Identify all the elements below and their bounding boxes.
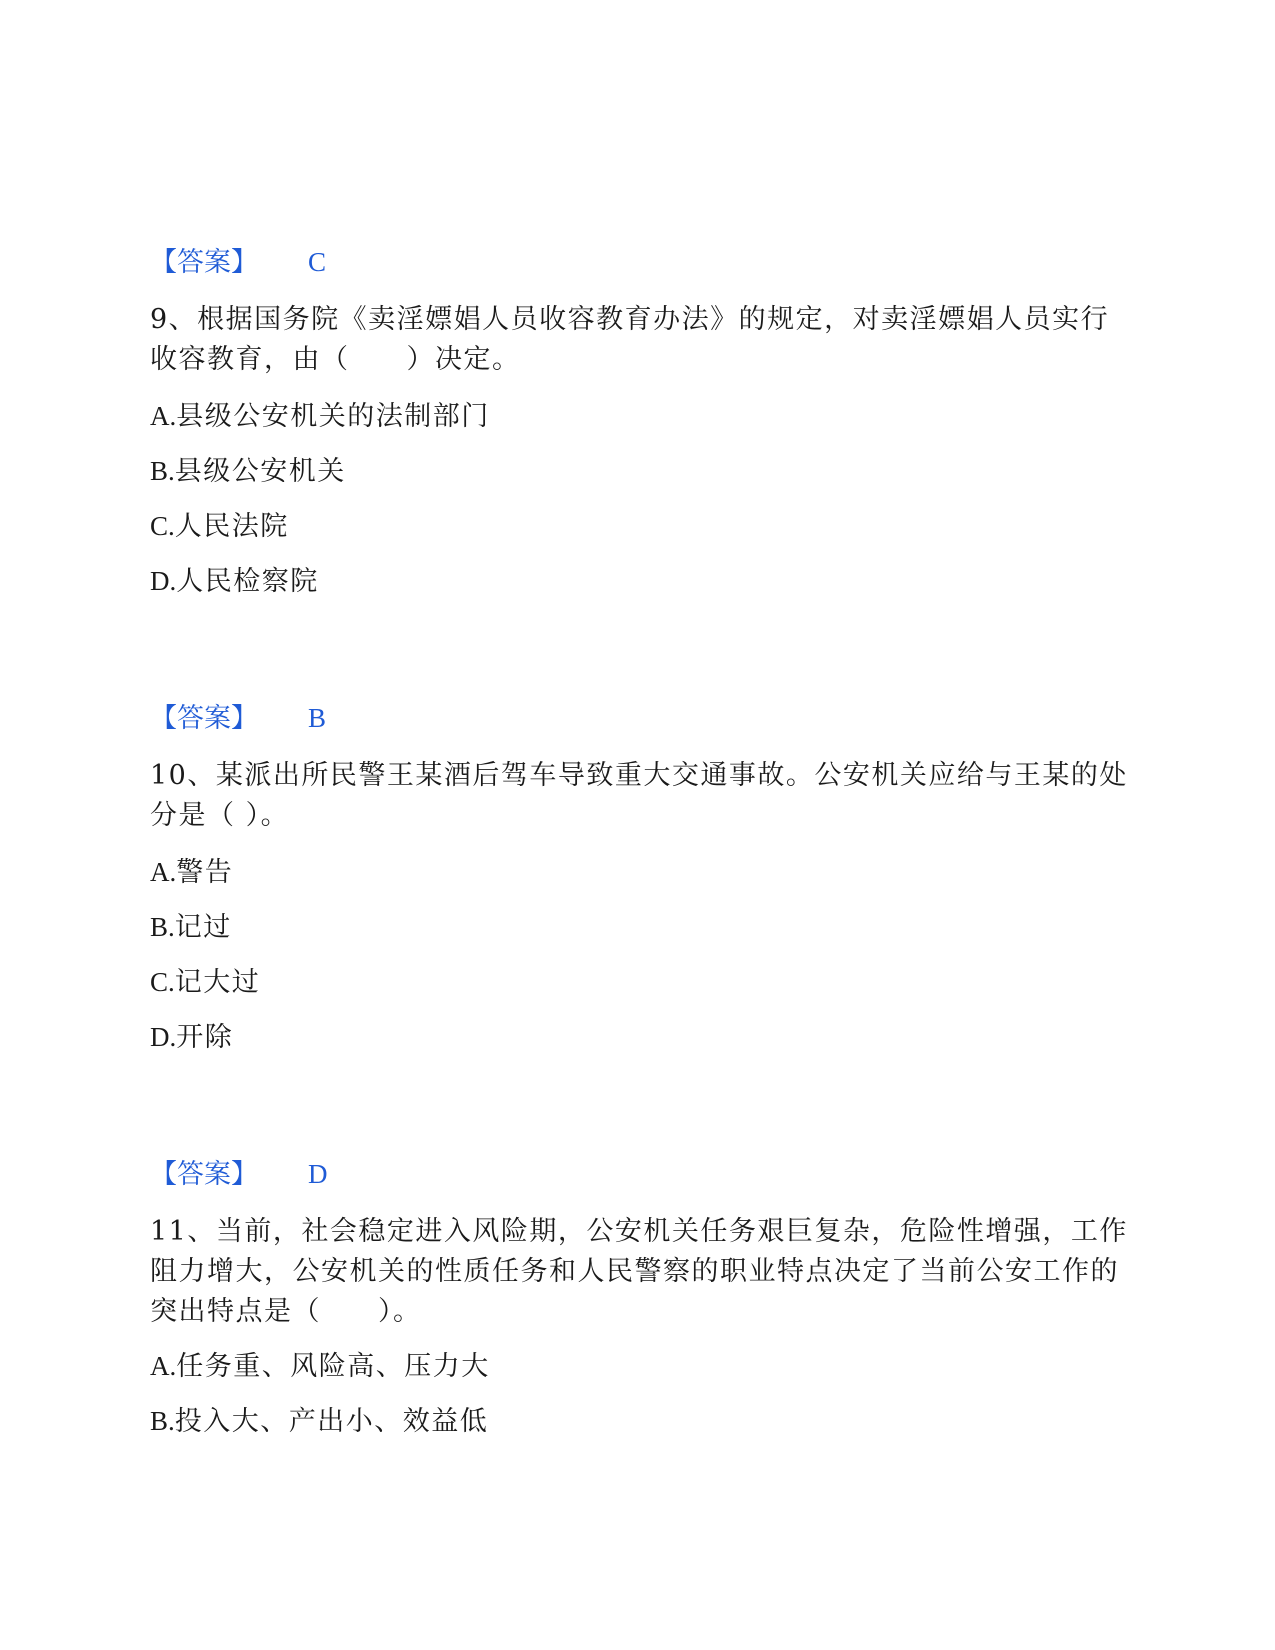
answer-tag: 【答案】: [150, 703, 258, 734]
question-11-option-b: B.投入大、产出小、效益低: [150, 1406, 489, 1437]
answer-row-q8: [150, 244, 326, 281]
question-10-text: 10、某派出所民警王某酒后驾车导致重大交通事故。公安机关应给与王某的处分是（ ）。: [150, 760, 1128, 831]
answer-tag: 【答案】: [150, 1159, 258, 1190]
question-10-option-b: B.记过: [150, 912, 232, 943]
question-11-text: 11、当前，社会稳定进入风险期，公安机关任务艰巨复杂，危险性增强，工作阻力增大，公安机关的性质任务和人民警察的职业特点决定了当前公安工作的突出特点是（ ）。: [150, 1216, 1128, 1327]
question-9-option-d: D.人民检察院: [150, 566, 319, 597]
question-10-option-c: C.记大过: [150, 967, 261, 998]
question-10-option-d: D.开除: [150, 1022, 234, 1053]
answer-value: C: [308, 247, 327, 277]
answer-value: D: [308, 1159, 328, 1189]
answer-row-q9: [150, 700, 326, 737]
question-9-text: 9、根据国务院《卖淫嫖娼人员收容教育办法》的规定，对卖淫嫖娼人员实行收容教育，由（ ）决定。: [150, 304, 1110, 375]
answer-row-q10: [150, 1156, 328, 1193]
question-9-option-c: C.人民法院: [150, 511, 289, 542]
answer-tag: 【答案】: [150, 247, 258, 278]
question-11-option-a: A.任务重、风险高、压力大: [150, 1351, 490, 1382]
question-9-option-b: B.县级公安机关: [150, 456, 346, 487]
question-10-option-a: A.警告: [150, 857, 234, 888]
question-9-option-a: A.县级公安机关的法制部门: [150, 401, 490, 432]
answer-value: B: [308, 703, 327, 733]
